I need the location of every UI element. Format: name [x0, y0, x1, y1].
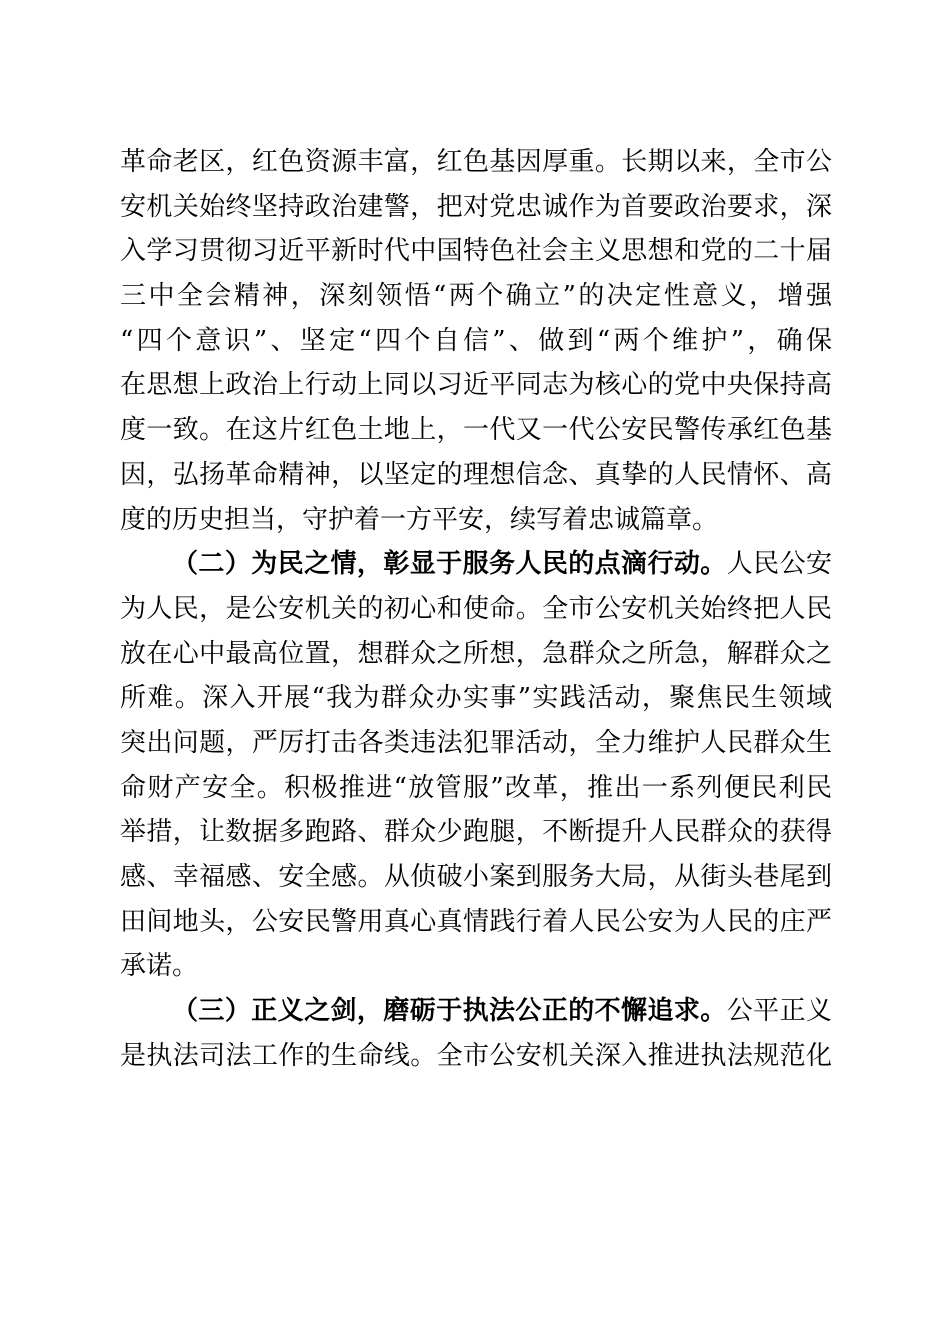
heading-continuation: 公平正义	[726, 996, 832, 1027]
text-line: 度一致。在这片红色土地上，一代又一代公安民警传承红色基	[120, 415, 832, 446]
text-line: 革命老区，红色资源丰富，红色基因厚重。长期以来，全市公	[120, 147, 832, 177]
paragraph-serve-people	[120, 542, 832, 989]
paragraph-first-line	[120, 542, 832, 587]
paragraph-justice	[120, 989, 832, 1078]
text-line: 入学习贯彻习近平新时代中国特色社会主义思想和党的二十届	[120, 236, 832, 267]
text-line: 为人民，是公安机关的初心和使命。全市公安机关始终把人民	[120, 593, 832, 624]
section-heading: （二）为民之情，彰显于服务人民的点滴行动。	[172, 549, 727, 580]
paragraph-red-gene	[120, 140, 832, 542]
text-line: 感、幸福感、安全感。从侦破小案到服务大局，从街头巷尾到	[120, 862, 832, 892]
text-line: 安机关始终坚持政治建警，把对党忠诚作为首要政治要求，深	[120, 191, 832, 222]
text-line: “四个意识”、坚定“四个自信”、做到“两个维护”，确保	[120, 325, 832, 356]
text-line: 是执法司法工作的生命线。全市公安机关深入推进执法规范化	[120, 1040, 832, 1071]
text-line: 突出问题，严厉打击各类违法犯罪活动，全力维护人民群众生	[120, 727, 832, 758]
document-body	[120, 140, 832, 1078]
text-line: 举措，让数据多跑路、群众少跑腿，不断提升人民群众的获得	[120, 817, 832, 848]
text-line: 田间地头，公安民警用真心真情践行着人民公安为人民的庄严	[120, 906, 832, 937]
text-line: 放在心中最高位置，想群众之所想，急群众之所急，解群众之	[120, 638, 832, 669]
section-heading: （三）正义之剑，磨砺于执法公正的不懈追求。	[172, 996, 727, 1027]
text-line: 在思想上政治上行动上同以习近平同志为核心的党中央保持高	[120, 370, 832, 401]
text-line: 命财产安全。积极推进“放管服”改革，推出一系列便民利民	[120, 772, 832, 803]
text-line: 三中全会精神，深刻领悟“两个确立”的决定性意义，增强	[120, 281, 832, 312]
text-line: 因，弘扬革命精神，以坚定的理想信念、真挚的人民情怀、高	[120, 459, 832, 490]
paragraph-first-line	[120, 989, 832, 1034]
text-line: 所难。深入开展“我为群众办实事”实践活动，聚焦民生领域	[120, 683, 832, 714]
text-line: 承诺。	[120, 951, 199, 982]
heading-continuation: 人民公安	[726, 549, 832, 580]
text-line: 度的历史担当，守护着一方平安，续写着忠诚篇章。	[120, 504, 719, 535]
